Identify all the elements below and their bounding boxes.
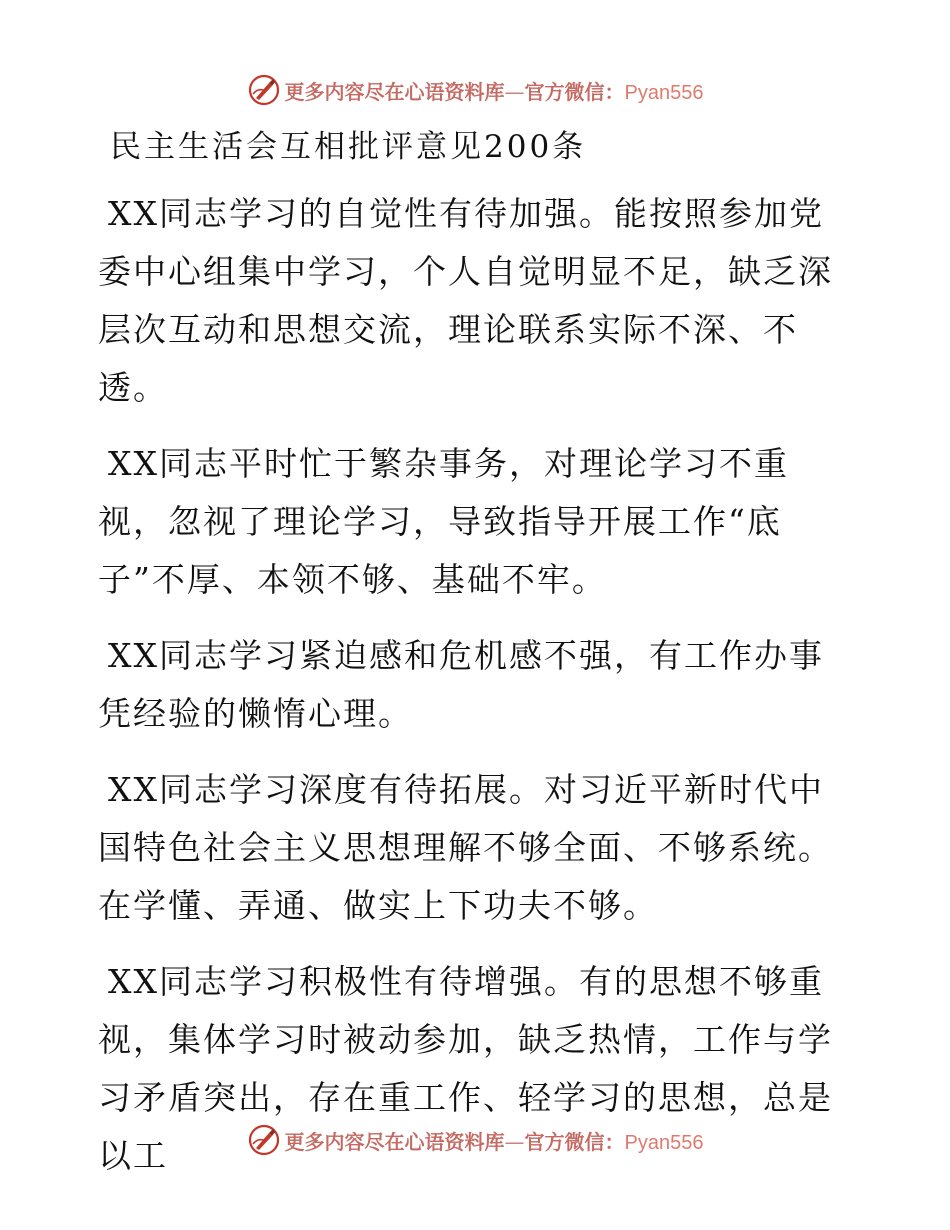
watermark-wechat-label: 官方微信： (524, 79, 625, 104)
watermark-wechat-id: Pyan556 (624, 1131, 704, 1154)
watermark-text (285, 1126, 704, 1155)
paragraph-3: XX同志学习紧迫感和危机感不强，有工作办事凭经验的懒惰心理。 (98, 636, 824, 733)
watermark-dash: — (504, 1129, 525, 1154)
pen-logo-icon (247, 1123, 281, 1157)
watermark-wechat-label: 官方微信： (524, 1129, 625, 1154)
watermark-cn: 更多内容尽在心语资料库 (284, 1129, 505, 1154)
watermark-text (285, 76, 704, 105)
footer-watermark (0, 1120, 950, 1160)
document-body (98, 185, 858, 1203)
pen-logo-icon (247, 73, 281, 107)
document-title: 民主生活会互相批评意见200条 (110, 129, 587, 165)
paragraph-2: XX同志平时忙于繁杂事务，对理论学习不重视，忽视了理论学习，导致指导开展工作“底子”不厚、本领不够、基础不牢。 (98, 444, 789, 599)
watermark-cn: 更多内容尽在心语资料库 (284, 79, 505, 104)
watermark-dash: — (504, 79, 525, 104)
paragraph-4: XX同志学习深度有待拓展。对习近平新时代中国特色社会主义思想理解不够全面、不够系统。在学懂、弄通、做实上下功夫不够。 (98, 770, 833, 925)
paragraph-5: XX同志学习积极性有待增强。有的思想不够重视，集体学习时被动参加，缺乏热情，工作与学习矛盾突出，存在重工作、轻学习的思想，总是以工 (98, 962, 833, 1175)
paragraph-1: XX同志学习的自觉性有待加强。能按照参加党委中心组集中学习，个人自觉明显不足，缺乏深层次互动和思想交流，理论联系实际不深、不透。 (98, 194, 833, 407)
watermark-wechat-id: Pyan556 (624, 81, 704, 104)
header-watermark (0, 70, 950, 110)
